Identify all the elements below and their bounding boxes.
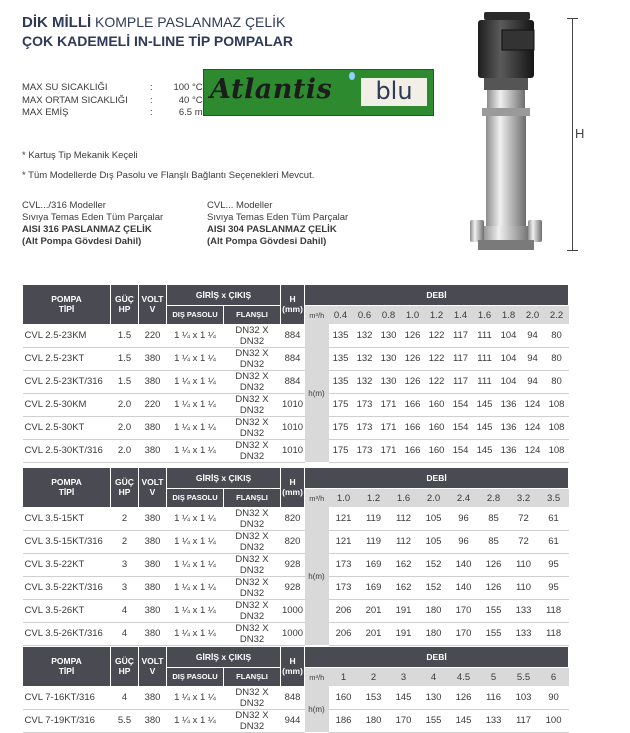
table-cell: 130	[377, 347, 401, 370]
table-cell: 5.5	[111, 709, 139, 732]
table-cell: 1 ¼ x 1 ¼	[167, 553, 224, 576]
table-cell: 380	[139, 599, 167, 622]
table-cell: CVL 2.5-23KM	[23, 324, 111, 347]
table-cell: 4	[111, 622, 139, 645]
table-cell: 1.5	[111, 370, 139, 393]
table-cell: 154	[449, 416, 473, 439]
spec-list	[22, 82, 203, 120]
table-cell: 104	[497, 324, 521, 347]
table-cell: 884	[281, 347, 305, 370]
table-cell: 103	[509, 686, 539, 709]
table-cell: 201	[359, 599, 389, 622]
table-cell: 136	[497, 393, 521, 416]
spec-row: MAX SU SICAKLIĞI : 100 °C	[22, 82, 203, 93]
table-cell: 2	[111, 530, 139, 553]
table-cell: 80	[545, 370, 569, 393]
table-cell: 160	[425, 393, 449, 416]
table-cell: 173	[353, 393, 377, 416]
table-cell: 1000	[281, 622, 305, 645]
table-cell: 1 ¼ x 1 ¼	[167, 393, 224, 416]
table-cell: 110	[509, 553, 539, 576]
table-cell: 4	[111, 599, 139, 622]
table-cell: DN32 X DN32	[224, 416, 281, 439]
table-cell: 119	[359, 530, 389, 553]
table-cell: CVL 3.5-26KT/316	[23, 622, 111, 645]
table-cell: 124	[521, 416, 545, 439]
table-cell: 135	[329, 347, 353, 370]
table-cell: 380	[139, 370, 167, 393]
table-cell: 1010	[281, 416, 305, 439]
table-cell: 171	[377, 416, 401, 439]
table-row	[23, 530, 569, 553]
table-cell: 191	[389, 599, 419, 622]
table-cell: 2	[111, 507, 139, 530]
flow-row: DIŞ PASOLU FLANŞLI m³/h 1 2 3 4 4.5 5 5.5 6	[23, 668, 569, 687]
table-cell: 170	[389, 709, 419, 732]
table-cell: CVL 2.5-23KT	[23, 347, 111, 370]
table-cell: 154	[449, 393, 473, 416]
table-cell: 80	[545, 324, 569, 347]
table-row	[23, 324, 569, 347]
height-dimension-label: H	[575, 126, 585, 141]
table-cell: 160	[329, 686, 359, 709]
table-cell: 2.0	[111, 416, 139, 439]
table-cell: 162	[389, 576, 419, 599]
table-cell: 155	[479, 622, 509, 645]
table-cell: 1.5	[111, 347, 139, 370]
table-cell: DN32 X DN32	[224, 553, 281, 576]
table-cell: 380	[139, 686, 167, 709]
table-cell: 1 ¼ x 1 ¼	[167, 370, 224, 393]
table-cell: 85	[479, 507, 509, 530]
table-cell: 1 ¼ x 1 ¼	[167, 709, 224, 732]
table-cell: 848	[281, 686, 305, 709]
table-cell: CVL 7-16KT/316	[23, 686, 111, 709]
table-cell: 130	[377, 370, 401, 393]
table-cell: 1 ¼ x 1 ¼	[167, 530, 224, 553]
table-row	[23, 686, 569, 709]
table-cell: 111	[473, 347, 497, 370]
table-cell: 380	[139, 416, 167, 439]
table-cell: 380	[139, 622, 167, 645]
table-cell: 145	[389, 686, 419, 709]
table-cell: 175	[329, 416, 353, 439]
table-cell: 117	[449, 370, 473, 393]
table-cell: 118	[539, 599, 569, 622]
table-cell: 126	[401, 370, 425, 393]
table-cell: 119	[359, 507, 389, 530]
table-cell: 118	[539, 622, 569, 645]
table-cell: 944	[281, 709, 305, 732]
table-cell: 135	[329, 324, 353, 347]
table-cell: 180	[359, 709, 389, 732]
head-unit-label: h(m)	[305, 324, 329, 462]
brand-logo: Atlantis blu	[203, 69, 434, 116]
table-cell: 72	[509, 530, 539, 553]
table-cell: 95	[539, 576, 569, 599]
height-dimension-tick	[567, 18, 578, 19]
table-cell: 140	[449, 576, 479, 599]
table-cell: 191	[389, 622, 419, 645]
table-cell: DN32 X DN32	[224, 324, 281, 347]
table-cell: 380	[139, 507, 167, 530]
table-cell: CVL 3.5-15KT	[23, 507, 111, 530]
table-cell: 380	[139, 709, 167, 732]
table-row	[23, 709, 569, 732]
table-cell: 1 ¼ x 1 ¼	[167, 347, 224, 370]
table-row	[23, 416, 569, 439]
table-cell: CVL 2.5-23KT/316	[23, 370, 111, 393]
table-cell: 130	[377, 324, 401, 347]
table-cell: 108	[545, 393, 569, 416]
table-cell: 145	[473, 439, 497, 462]
table-cell: 175	[329, 439, 353, 462]
spec-row: MAX ORTAM SICAKLIĞI : 40 °C	[22, 94, 203, 106]
table-cell: 94	[521, 370, 545, 393]
table-cell: CVL 2.5-30KT/316	[23, 439, 111, 462]
table-cell: DN32 X DN32	[224, 686, 281, 709]
table-cell: 126	[479, 553, 509, 576]
table-cell: DN32 X DN32	[224, 507, 281, 530]
pump-image	[462, 8, 550, 258]
table-cell: 186	[329, 709, 359, 732]
table-cell: 80	[545, 347, 569, 370]
flow-row: DIŞ PASOLU FLANŞLI m³/h 0.4 0.6 0.8 1.0 1.2 1.4 1.6 1.8 2.0 2.2	[23, 306, 569, 325]
table-cell: 173	[329, 553, 359, 576]
table-cell: CVL 2.5-30KM	[23, 393, 111, 416]
table-row	[23, 622, 569, 645]
table-cell: 136	[497, 416, 521, 439]
model-info-316: CVL.../316 Modeller Sıvıya Temas Eden Tüm Parçalar AISI 316 PASLANMAZ ÇELİK (Alt Pompa Gövdesi Dahil)	[22, 200, 164, 247]
table-cell: 111	[473, 324, 497, 347]
table-cell: DN32 X DN32	[224, 347, 281, 370]
table-cell: 884	[281, 370, 305, 393]
table-cell: 155	[479, 599, 509, 622]
table-cell: 155	[419, 709, 449, 732]
table-cell: 117	[449, 324, 473, 347]
table-cell: 105	[419, 507, 449, 530]
table-row	[23, 370, 569, 393]
table-cell: 1000	[281, 599, 305, 622]
spec-row: MAX EMİŞ : 6.5 m	[22, 107, 203, 118]
table-cell: DN32 X DN32	[224, 622, 281, 645]
table-cell: DN32 X DN32	[224, 576, 281, 599]
table-cell: 133	[479, 709, 509, 732]
table-cell: CVL 3.5-26KT	[23, 599, 111, 622]
table-cell: 1 ¼ x 1 ¼	[167, 599, 224, 622]
height-dimension-tick	[567, 250, 578, 251]
table-cell: 100	[539, 709, 569, 732]
pump-table-cvl2-5: POMPA TİPİ GÜÇ HP VOLT V GİRİŞ x ÇIKIŞ H (mm) DEBİ DIŞ PASOLU FLANŞLI m³/h 0.4 0.6 0.8 1.0 1.2 1.4 1.6 1.8 2.0 2.2 CVL 2.5-23KM 1.5 220 1 ¼ x 1 ¼ DN32 X DN32 884 h(m) 135 132 130 126 122 117 111 104 94 80 CVL 2.5-23KT 1.5 380 1 ¼ x 1 ¼ DN32 X DN32 884 135 132 130 126 122 117 111 104 94 80 CVL 2.5-23KT/316 1.5 380 1 ¼ x 1 ¼ DN32 X DN32 884 135 132 130 126 122 117 111 104 94 80 CVL 2.5-30KM 2.0 220 1 ¼ x 1 ¼ DN32 X DN32 1010 175 173 171 166 160 154 145 136 124 108 CVL 2.5-30KT 2.0 380 1 ¼ x 1 ¼ DN32 X DN32 1010 175 173 171 166 160 154 145 136 124 108 CVL 2.5-30KT/316 2.0 380 1 ¼ x 1 ¼ DN32 X DN32 1010 175 173 171 166 160 154 145 136 124 108	[22, 284, 569, 463]
table-cell: 1 ¼ x 1 ¼	[167, 324, 224, 347]
table-cell: DN32 X DN32	[224, 370, 281, 393]
table-row	[23, 507, 569, 530]
table-cell: 94	[521, 324, 545, 347]
table-cell: 380	[139, 347, 167, 370]
table-cell: 380	[139, 439, 167, 462]
table-cell: 72	[509, 507, 539, 530]
table-cell: 145	[473, 393, 497, 416]
table-cell: 1 ¼ x 1 ¼	[167, 622, 224, 645]
table-cell: 1 ¼ x 1 ¼	[167, 507, 224, 530]
pump-table-cvl3-5: POMPA TİPİ GÜÇ HP VOLT V GİRİŞ x ÇIKIŞ H (mm) DEBİ DIŞ PASOLU FLANŞLI m³/h 1.0 1.2 1.6 2.0 2.4 2.8 3.2 3.5 CVL 3.5-15KT 2 380 1 ¼ x 1 ¼ DN32 X DN32 820 h(m) 121 119 112 105 96 85 72 61 CVL 3.5-15KT/316 2 380 1 ¼ x 1 ¼ DN32 X DN32 820 121 119 112 105 96 85 72 61 CVL 3.5-22KT 3 380 1 ¼ x 1 ¼ DN32 X DN32 928 173 169 162 152 140 126 110 95 CVL 3.5-22KT/316 3 380 1 ¼ x 1 ¼ DN32 X DN32 928 173 169 162 152 140 126 110 95 CVL 3.5-26KT 4 380 1 ¼ x 1 ¼ DN32 X DN32 1000 206 201 191 180 170 155 133 118 CVL 3.5-26KT/316 4 380 1 ¼ x 1 ¼ DN32 X DN32 1000 206 201 191 180 170 155 133 118	[22, 467, 569, 646]
table-cell: 126	[479, 576, 509, 599]
table-cell: 1 ¼ x 1 ¼	[167, 416, 224, 439]
table-cell: 1 ¼ x 1 ¼	[167, 576, 224, 599]
table-cell: 180	[419, 599, 449, 622]
table-cell: 130	[419, 686, 449, 709]
table-cell: 2.0	[111, 439, 139, 462]
table-cell: 152	[419, 553, 449, 576]
table-cell: 104	[497, 370, 521, 393]
table-cell: 1.5	[111, 324, 139, 347]
table-cell: 145	[449, 709, 479, 732]
table-cell: 111	[473, 370, 497, 393]
table-cell: 3	[111, 576, 139, 599]
table-row	[23, 439, 569, 462]
table-cell: 1 ¼ x 1 ¼	[167, 686, 224, 709]
table-cell: 126	[449, 686, 479, 709]
table-cell: CVL 3.5-22KT	[23, 553, 111, 576]
table-cell: 126	[401, 347, 425, 370]
table-cell: DN32 X DN32	[224, 439, 281, 462]
table-row	[23, 576, 569, 599]
table-cell: 132	[353, 347, 377, 370]
table-cell: DN32 X DN32	[224, 530, 281, 553]
table-cell: 112	[389, 507, 419, 530]
table-cell: 153	[359, 686, 389, 709]
table-cell: 201	[359, 622, 389, 645]
table-cell: 220	[139, 393, 167, 416]
table-cell: 820	[281, 507, 305, 530]
table-cell: 173	[353, 439, 377, 462]
table-cell: CVL 3.5-22KT/316	[23, 576, 111, 599]
table-cell: 206	[329, 599, 359, 622]
table-cell: 1 ¼ x 1 ¼	[167, 439, 224, 462]
table-cell: DN32 X DN32	[224, 393, 281, 416]
table-cell: 126	[401, 324, 425, 347]
table-cell: 173	[329, 576, 359, 599]
table-cell: 108	[545, 439, 569, 462]
table-cell: 173	[353, 416, 377, 439]
table-cell: CVL 3.5-15KT/316	[23, 530, 111, 553]
feature-notes: * Kartuş Tip Mekanik Keçeli * Tüm Modellerde Dış Pasolu ve Flanşlı Bağlantı Seçenekleri Mevcut.	[22, 150, 315, 181]
model-info-304: CVL... Modeller Sıvıya Temas Eden Tüm Parçalar AISI 304 PASLANMAZ ÇELİK (Alt Pompa Gövdesi Dahil)	[207, 200, 349, 247]
table-cell: DN32 X DN32	[224, 599, 281, 622]
table-cell: 124	[521, 393, 545, 416]
table-cell: 61	[539, 530, 569, 553]
table-cell: 94	[521, 347, 545, 370]
table-cell: 145	[473, 416, 497, 439]
table-cell: 117	[509, 709, 539, 732]
table-row	[23, 347, 569, 370]
table-cell: 104	[497, 347, 521, 370]
table-cell: 162	[389, 553, 419, 576]
height-dimension-line	[572, 18, 573, 250]
table-row	[23, 393, 569, 416]
table-cell: 220	[139, 324, 167, 347]
table-cell: 206	[329, 622, 359, 645]
table-cell: 180	[419, 622, 449, 645]
table-cell: 136	[497, 439, 521, 462]
table-cell: 380	[139, 530, 167, 553]
table-cell: 112	[389, 530, 419, 553]
table-cell: 928	[281, 576, 305, 599]
table-cell: 928	[281, 553, 305, 576]
table-cell: 169	[359, 576, 389, 599]
table-cell: 122	[425, 370, 449, 393]
table-cell: 166	[401, 439, 425, 462]
table-cell: 61	[539, 507, 569, 530]
table-cell: DN32 X DN32	[224, 709, 281, 732]
table-cell: 90	[539, 686, 569, 709]
table-cell: 166	[401, 393, 425, 416]
table-cell: 132	[353, 370, 377, 393]
table-cell: 121	[329, 507, 359, 530]
table-cell: 3	[111, 553, 139, 576]
table-cell: 116	[479, 686, 509, 709]
pump-table-cvl7: POMPA TİPİ GÜÇ HP VOLT V GİRİŞ x ÇIKIŞ H (mm) DEBİ DIŞ PASOLU FLANŞLI m³/h 1 2 3 4 4.5 5 5.5 6 CVL 7-16KT/316 4 380 1 ¼ x 1 ¼ DN32 X DN32 848 h(m) 160 153 145 130 126 116 103 90 CVL 7-19KT/316 5.5 380 1 ¼ x 1 ¼ DN32 X DN32 944 186 180 170 155 145 133 117 100	[22, 646, 569, 733]
table-cell: 122	[425, 347, 449, 370]
table-cell: 110	[509, 576, 539, 599]
table-cell: 884	[281, 324, 305, 347]
table-cell: 152	[419, 576, 449, 599]
table-cell: 380	[139, 553, 167, 576]
table-cell: 4	[111, 686, 139, 709]
table-cell: 105	[419, 530, 449, 553]
table-cell: 140	[449, 553, 479, 576]
table-cell: 170	[449, 599, 479, 622]
table-cell: 171	[377, 439, 401, 462]
table-cell: 1010	[281, 393, 305, 416]
water-drop-icon	[349, 72, 355, 80]
head-unit-label: h(m)	[305, 507, 329, 645]
table-cell: 96	[449, 530, 479, 553]
page-subtitle: ÇOK KADEMELİ IN-LINE TİP POMPALAR	[22, 33, 293, 49]
table-cell: 154	[449, 439, 473, 462]
table-cell: 1010	[281, 439, 305, 462]
table-cell: 820	[281, 530, 305, 553]
head-unit-label: h(m)	[305, 686, 329, 732]
table-cell: 117	[449, 347, 473, 370]
table-cell: 160	[425, 439, 449, 462]
table-cell: 135	[329, 370, 353, 393]
flow-row: DIŞ PASOLU FLANŞLI m³/h 1.0 1.2 1.6 2.0 2.4 2.8 3.2 3.5	[23, 489, 569, 508]
table-cell: 175	[329, 393, 353, 416]
table-cell: 85	[479, 530, 509, 553]
table-cell: CVL 7-19KT/316	[23, 709, 111, 732]
table-cell: 171	[377, 393, 401, 416]
table-cell: 96	[449, 507, 479, 530]
table-row	[23, 553, 569, 576]
table-cell: 133	[509, 622, 539, 645]
table-cell: 122	[425, 324, 449, 347]
table-cell: 108	[545, 416, 569, 439]
table-cell: 121	[329, 530, 359, 553]
table-row	[23, 599, 569, 622]
table-cell: 133	[509, 599, 539, 622]
table-cell: 95	[539, 553, 569, 576]
table-cell: 160	[425, 416, 449, 439]
table-cell: 132	[353, 324, 377, 347]
table-cell: 170	[449, 622, 479, 645]
table-cell: 380	[139, 576, 167, 599]
table-cell: 169	[359, 553, 389, 576]
table-cell: 166	[401, 416, 425, 439]
page-title: DİK MİLLİ KOMPLE PASLANMAZ ÇELİK	[22, 14, 286, 31]
table-cell: CVL 2.5-30KT	[23, 416, 111, 439]
table-cell: 124	[521, 439, 545, 462]
table-cell: 2.0	[111, 393, 139, 416]
